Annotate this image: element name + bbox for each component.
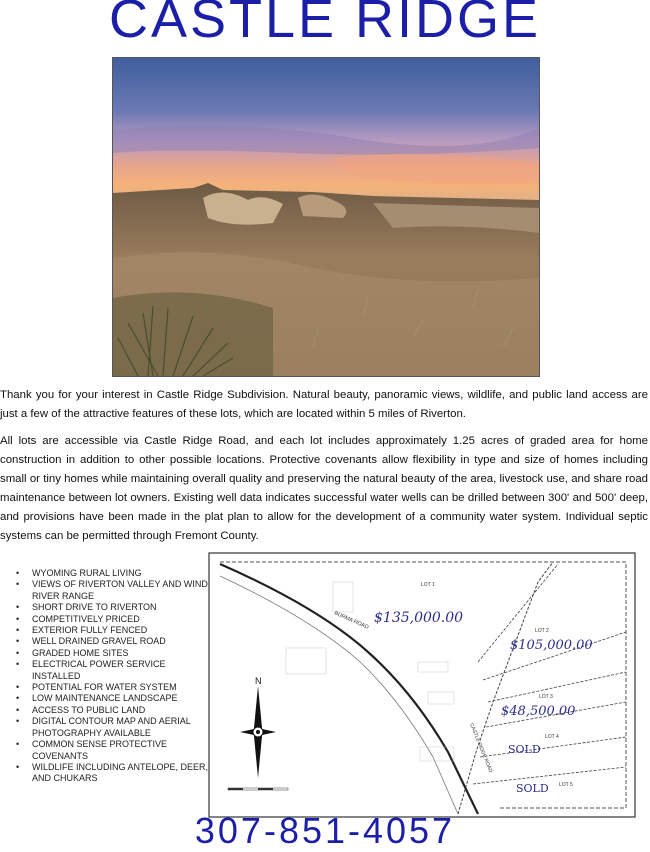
lot-name: LOT 4 xyxy=(545,734,559,740)
north-label: N xyxy=(255,676,262,686)
feature-item: • POTENTIAL FOR WATER SYSTEM xyxy=(14,682,210,693)
lot-price: $105,000.00 xyxy=(510,638,593,653)
page-title: CASTLE RIDGE xyxy=(108,0,542,49)
feature-item: • GRADED HOME SITES xyxy=(14,648,210,659)
lot-price: $135,000.00 xyxy=(374,610,464,626)
plat-map xyxy=(208,552,636,818)
lot-name: LOT 3 xyxy=(539,694,553,700)
feature-item: • WYOMING RURAL LIVING xyxy=(14,568,210,579)
contact-phone[interactable]: 307-851-4057 xyxy=(194,810,456,851)
scale-bar xyxy=(228,788,288,790)
features-list xyxy=(14,568,210,785)
feature-item: • COMPETITIVELY PRICED xyxy=(14,614,210,625)
feature-item: • SHORT DRIVE TO RIVERTON xyxy=(14,602,210,613)
landscape-photo xyxy=(112,57,540,377)
lot-name: LOT 5 xyxy=(559,782,573,788)
feature-item: • VIEWS OF RIVERTON VALLEY AND WIND RIVER RANGE xyxy=(14,579,210,602)
feature-item: • ELECTRICAL POWER SERVICE INSTALLED xyxy=(14,659,210,682)
feature-item: • LOW MAINTENANCE LANDSCAPE xyxy=(14,693,210,704)
feature-item: • WELL DRAINED GRAVEL ROAD xyxy=(14,636,210,647)
intro-paragraph: Thank you for your interest in Castle Ridge Subdivision. Natural beauty, panoramic views, wildlife, and public land access are just a few of the attractive features of these lots, which are located within 5 miles of Riverton. xyxy=(0,389,648,420)
burma-road-label: BURMA ROAD xyxy=(333,610,370,631)
feature-item: • COMMON SENSE PROTECTIVE COVENANTS xyxy=(14,739,210,762)
feature-item: • DIGITAL CONTOUR MAP AND AERIAL PHOTOGRAPHY AVAILABLE xyxy=(14,716,210,739)
feature-item: • ACCESS TO PUBLIC LAND xyxy=(14,705,210,716)
map-frame xyxy=(209,553,635,817)
lot-price: $48,500.00 xyxy=(501,704,576,719)
lot-sold-badge: SOLD xyxy=(516,782,549,795)
lot-name: LOT 2 xyxy=(535,628,549,634)
details-paragraph: All lots are accessible via Castle Ridge Road, and each lot includes approximately 1.25 acres of graded area for home construction in addition to other possible locations. Protective covenants allow flexibility in type and size of homes including small or tiny homes while maintaining overall quality and preserving the natural beauty of the area, livestock use, and share road maintenance between lot owners. Existing well data indicates successful water wells can be drilled between 300' and 500' deep, and provisions have been made in the plat plan to allow for the development of a community water system. Individual septic systems can be permitted through Fremont County. xyxy=(0,435,648,542)
lot-name: LOT 1 xyxy=(421,582,435,588)
feature-item: • WILDLIFE INCLUDING ANTELOPE, DEER, AND CHUKARS xyxy=(14,762,210,785)
castle-ridge-road-label: CASTLE RIDGE ROAD xyxy=(468,722,494,774)
feature-item: • EXTERIOR FULLY FENCED xyxy=(14,625,210,636)
lot-sold-badge: SOLD xyxy=(508,743,541,756)
